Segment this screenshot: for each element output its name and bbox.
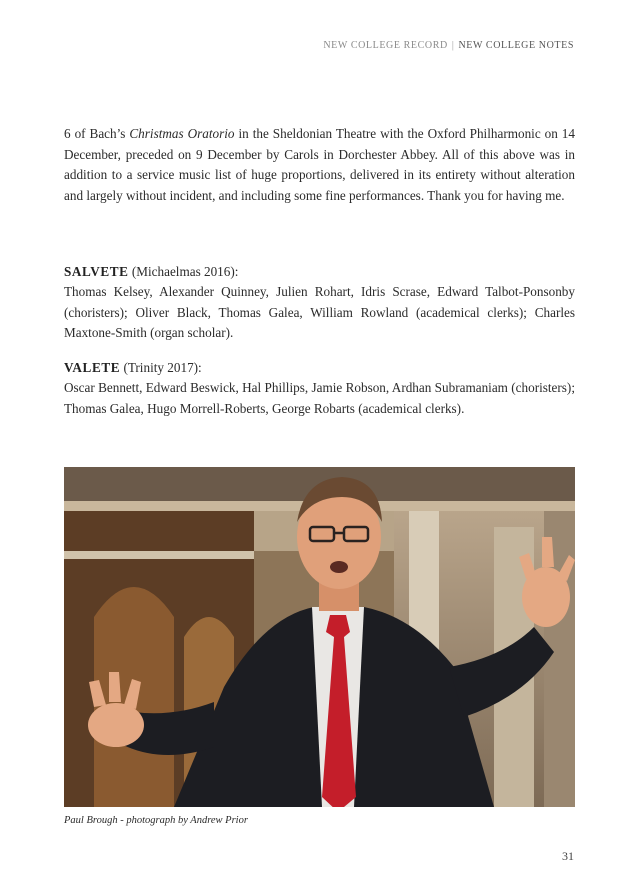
salvete-term: (Michaelmas 2016): bbox=[131, 264, 239, 279]
header-separator: | bbox=[451, 40, 455, 51]
salvete-list: Thomas Kelsey, Alexander Quinney, Julien Rohart, Idris Scrase, Edward Talbot-Ponsonby (choristers); Oliver Black, Thomas Galea, William Rowland (academical clerks); Charles Maxtone-Smith (organ scholar). bbox=[64, 284, 575, 340]
salvete-heading bbox=[64, 262, 575, 282]
conductor-photo bbox=[64, 467, 575, 807]
intro-body: in the Sheldonian Theatre with the Oxford Philharmonic on 14 December, preceded on 9 December by Carols in Dorchester Abbey. All of this above was in addition to a service music list of huge proportions, delivered in its entirety without alteration and largely without incident, and including some fine performances. Thank you for having me. bbox=[64, 126, 575, 203]
photo-caption: Paul Brough - photograph by Andrew Prior bbox=[64, 815, 248, 826]
intro-prefix: 6 of Bach’s bbox=[64, 126, 130, 141]
valete-term: (Trinity 2017): bbox=[123, 360, 202, 375]
intro-paragraph bbox=[64, 124, 575, 206]
intro-work-title: Christmas Oratorio bbox=[129, 126, 235, 141]
running-header bbox=[323, 40, 574, 51]
header-publication: NEW COLLEGE RECORD bbox=[323, 40, 448, 51]
valete-list: Oscar Bennett, Edward Beswick, Hal Phillips, Jamie Robson, Ardhan Subramaniam (choristers); Thomas Galea, Hugo Morrell-Roberts, George Robarts (academical clerks). bbox=[64, 380, 575, 416]
page-number: 31 bbox=[562, 849, 574, 863]
header-section: NEW COLLEGE NOTES bbox=[458, 40, 574, 51]
salvete-label: SALVETE bbox=[64, 264, 129, 279]
valete-label: VALETE bbox=[64, 360, 121, 375]
valete-heading bbox=[64, 358, 575, 378]
